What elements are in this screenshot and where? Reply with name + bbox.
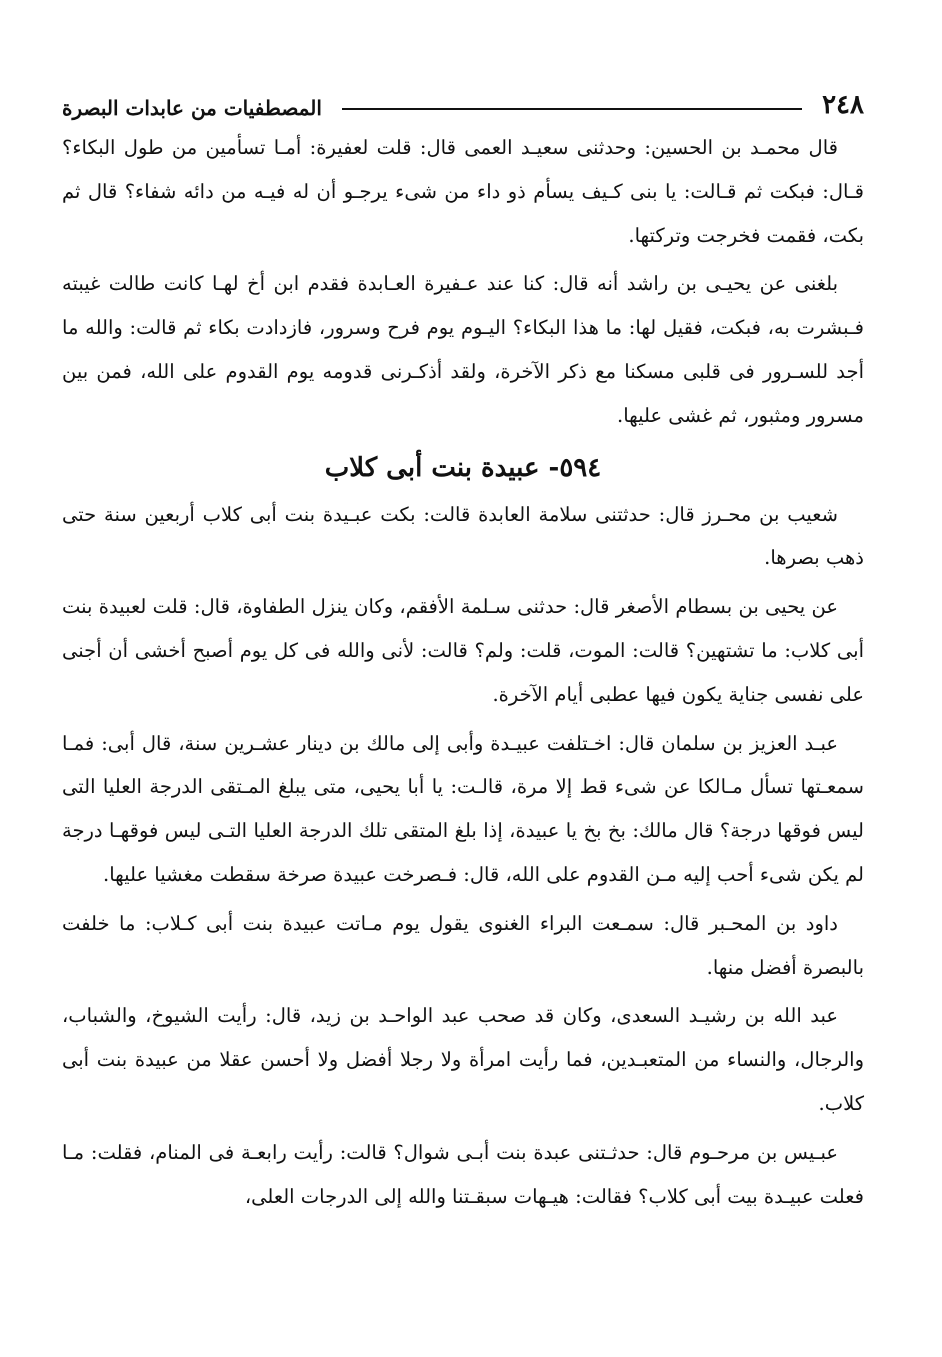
header-rule	[342, 108, 802, 110]
paragraph: شعيب بن محـرز قال: حدثتنى سلامة العابدة قالت: بكت عبـيدة بنت أبى كلاب أربعين سنة حتى ذهب بصرها.	[62, 502, 864, 570]
paragraph: بلغنى عن يحيـى بن راشد أنه قال: كنا عند عـفيرة العـابدة فقدم ابن أخ لهـا كانت طالت غيبته فـبشرت به، فبكت، فقيل لها: ما هذا البكاء؟ اليـوم يوم فرح وسرور، فازدادت بكاء ثم قالت: والله ما أجد للسـرور فى قلبى مسكنا مع ذكر الآخرة، ولقد أذكـرنى قدومه يوم القدوم على الله، فمن بين مسرور ومثبور، ثم غشى عليها.	[62, 272, 864, 427]
running-title: المصطفيات من عابدات البصرة	[62, 96, 322, 120]
paragraph: عبـيس بن مرحـوم قال: حدثـتنى عبدة بنت أبـى شوال؟ قالت: رأيت رابعـة فى المنام، فقلت: مـا فعلت عبيـدة بيت أبى كلاب؟ فقالت: هيـهات سبقـتنا والله إلى الدرجات العلى،	[62, 1140, 864, 1208]
paragraph: عن يحيى بن بسطام الأصغر قال: حدثنى سـلمة الأفقم، وكان ينزل الطفاوة، قال: قلت لعبيدة بنت أبى كلاب: ما تشتهين؟ قالت: الموت، قلت: ولم؟ قالت: لأنى والله فى كل يوم أصبح أخشى أن أجنى على نفسى جناية يكون فيها عطبى أيام الآخرة.	[62, 595, 864, 706]
paragraph: عبد الله بن رشيـد السعدى، وكان قد صحب عبد الواحـد بن زيد، قال: رأيت الشيوخ، والشباب، والرجال، والنساء من المتعبـدين، فما رأيت امرأة ولا رجلا أفضل ولا أحسن عقلا من عبيدة بنت أبى كلاب.	[62, 1004, 864, 1115]
paragraph: قال محمـد بن الحسين: وحدثنى سعيـد العمى قال: قلت لعفيرة: أمـا تسأمين من طول البكاء؟ قـال: فبكت ثم قـالت: يا بنى كـيف يسأم ذو داء من شىء يرجـو أن له فيـه من دائه شفاء؟ قال ثم بكت، فقمت فخرجت وتركتها.	[62, 136, 864, 247]
running-header	[62, 78, 864, 118]
paragraph: عبـد العزيز بن سلمان قال: اخـتلفت عبيـدة وأبى إلى مالك بن دينار عشـرين سنة، قال أبى: فمـا سمعـتها تسأل مـالكا عن شىء قط إلا مرة، قالـت: يا أبا يحيى، متى يبلغ المـتقى الدرجة العليا التى ليس فوقها درجة؟ قال مالك: بخ بخ يا عبيدة، إذا بلغ المتقى تلك الدرجة العليا التـى ليس فوقهـا درجة لم يكن شىء أحب إليه مـن القدوم على الله، قال: فـصرخت عبيدة صرخة سقطت مغشيا عليها.	[62, 731, 864, 886]
section-heading: ٥٩٤- عبيدة بنت أبى كلاب	[324, 452, 602, 483]
paragraph: داود بن المحـبر قال: سمـعت البراء الغنوى يقول يوم مـاتت عبيدة بنت أبى كـلاب: ما خلفت بالبصرة أفضل منها.	[62, 911, 864, 979]
page-number: ٢٤٨	[822, 90, 864, 120]
page-body	[62, 126, 864, 1223]
